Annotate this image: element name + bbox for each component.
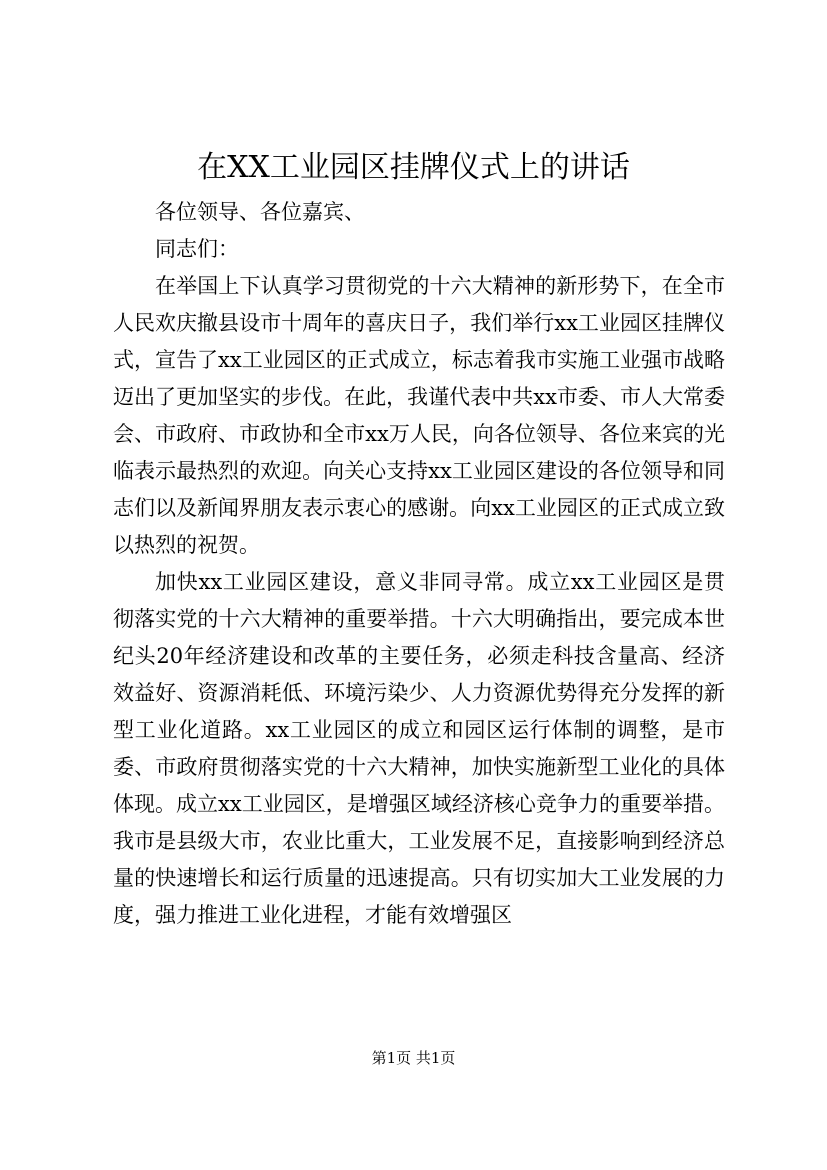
- salutation-line: 各位领导、各位嘉宾、: [155, 200, 365, 224]
- page-title: 在XX工业园区挂牌仪式上的讲话: [197, 150, 630, 185]
- page-footer: 第1页 共1页: [371, 1049, 456, 1067]
- salutation-line: 同志们：: [155, 237, 239, 261]
- body-paragraph: 在举国上下认真学习贯彻党的十六大精神的新形势下，在全市人民欢庆撤县设市十周年的喜庆日子，我们举行xx工业园区挂牌仪式，宣告了xx工业园区的正式成立，标志着我市实施工业强市战略迈出了更加坚实的步伐。在此，我谨代表中共xx市委、市人大常委会、市政府、市政协和全市xx万人民，向各位领导、各位来宾的光临表示最热烈的欢迎。向关心支持xx工业园区建设的各位领导和同志们以及新闻界朋友表示衷心的感谢。向xx工业园区的正式成立致以热烈的祝贺。: [113, 274, 725, 557]
- body-paragraph: 加快xx工业园区建设，意义非同寻常。成立xx工业园区是贯彻落实党的十六大精神的重要举措。十六大明确指出，要完成本世纪头20年经济建设和改革的主要任务，必须走科技含量高、经济效益好、资源消耗低、环境污染少、人力资源优势得充分发挥的新型工业化道路。xx工业园区的成立和园区运行体制的调整，是市委、市政府贯彻落实党的十六大精神，加快实施新型工业化的具体体现。成立xx工业园区，是增强区域经济核心竞争力的重要举措。我市是县级大市，农业比重大，工业发展不足，直接影响到经济总量的快速增长和运行质量的迅速提高。只有切实加大工业发展的力度，强力推进工业化进程，才能有效增强区: [113, 570, 725, 927]
- document-body: [113, 194, 725, 934]
